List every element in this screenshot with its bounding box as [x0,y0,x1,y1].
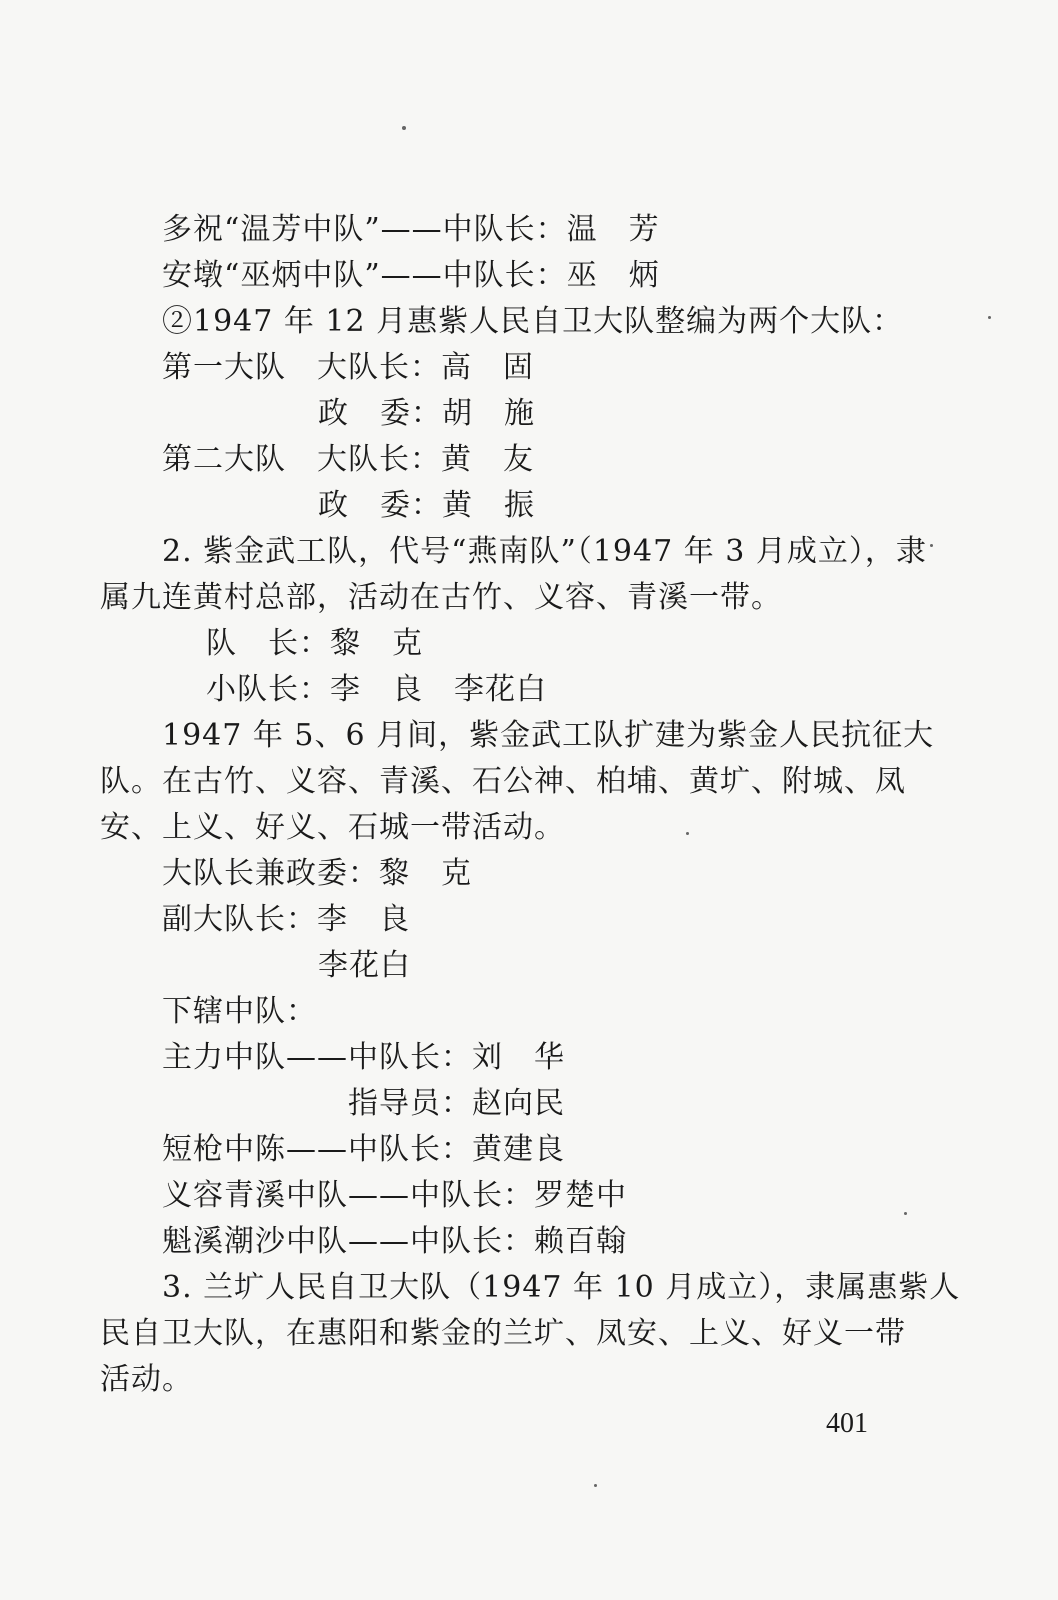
scan-speck [904,1212,907,1215]
text-line: 活动。 [100,1362,193,1397]
text-line: 1947 年 5、6 月间，紫金武工队扩建为紫金人民抗征大 [162,718,935,753]
text-line: 安墩“巫炳中队”——中队长：巫 炳 [162,258,660,293]
text-line: 队 长：黎 克 [206,626,423,661]
text-line: 第二大队 大队长：黄 友 [162,442,534,477]
text-line: 魁溪潮沙中队——中队长：赖百翰 [162,1224,627,1259]
text-line: 3. 兰圹人民自卫大队（1947 年 10 月成立），隶属惠紫人 [162,1270,961,1305]
text-line: 第一大队 大队长：高 固 [162,350,534,385]
scan-speck [594,1484,597,1487]
text-line: 2. 紫金武工队，代号“燕南队”（1947 年 3 月成立），隶 [162,534,927,569]
page-number: 401 [826,1408,868,1439]
text-line: 队。在古竹、义容、青溪、石公神、柏埔、黄圹、附城、凤 [100,764,906,799]
scan-speck [988,316,991,319]
text-line: 多祝“温芳中队”——中队长：温 芳 [162,212,660,247]
text-line: 义容青溪中队——中队长：罗楚中 [162,1178,627,1213]
scan-speck [402,126,406,130]
text-line: 李花白 [318,948,411,983]
text-line: 小队长：李 良 李花白 [206,672,547,707]
text-line: 指导员：赵向民 [348,1086,565,1121]
text-line: 短枪中陈——中队长：黄建良 [162,1132,565,1167]
scan-speck [930,544,933,547]
text-line: 属九连黄村总部，活动在古竹、义容、青溪一带。 [100,580,782,615]
text-line: 政 委：黄 振 [318,488,535,523]
text-line: 安、上义、好义、石城一带活动。 [100,810,565,845]
text-line: ②1947 年 12 月惠紫人民自卫大队整编为两个大队： [162,304,904,339]
text-line: 副大队长：李 良 [162,902,410,937]
text-line: 大队长兼政委：黎 克 [162,856,472,891]
text-line: 政 委：胡 施 [318,396,535,431]
text-line: 下辖中队： [162,994,317,1029]
scan-speck [686,832,689,835]
text-line: 主力中队——中队长：刘 华 [162,1040,565,1075]
text-line: 民自卫大队，在惠阳和紫金的兰圹、凤安、上义、好义一带 [100,1316,906,1351]
